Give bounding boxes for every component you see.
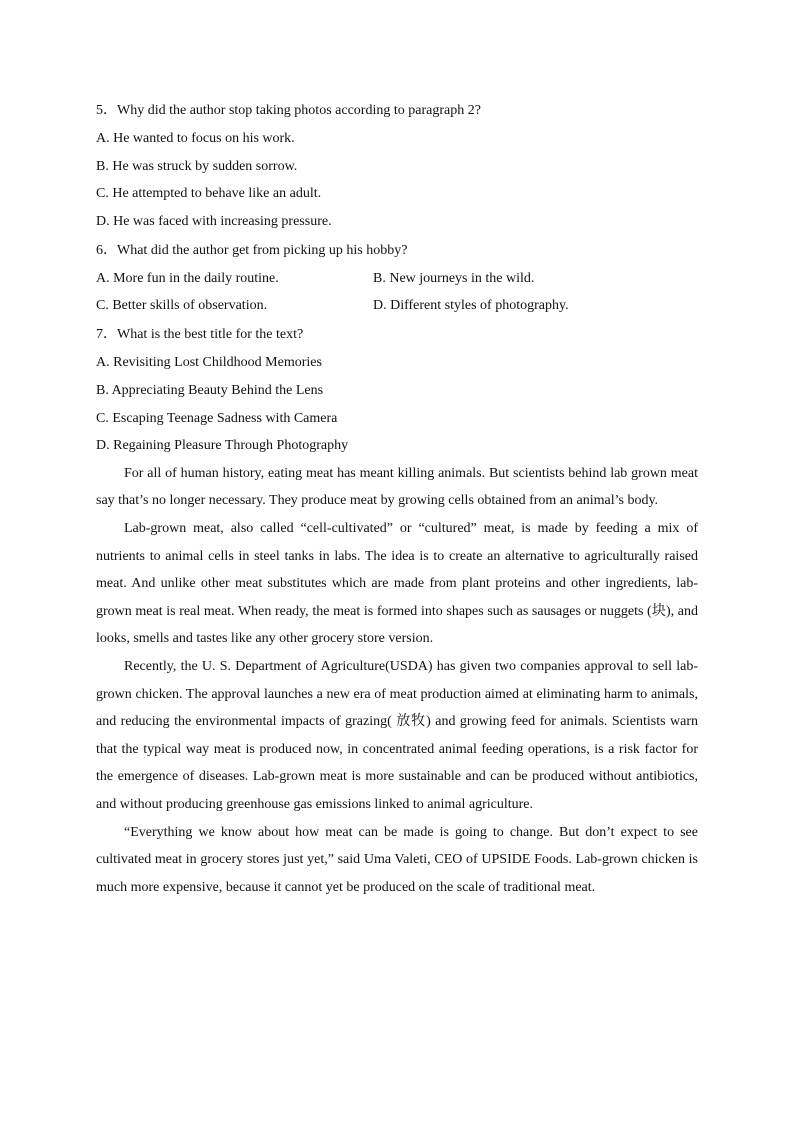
question-stem: 6．What did the author get from picking up his hobby? bbox=[96, 242, 408, 258]
option-c: C. Better skills of observation. bbox=[96, 298, 268, 314]
option-b: B. Appreciating Beauty Behind the Lens bbox=[96, 382, 324, 398]
option-c: C. He attempted to behave like an adult. bbox=[96, 186, 322, 202]
option-d: D. Regaining Pleasure Through Photography bbox=[96, 438, 349, 454]
option-row bbox=[96, 265, 698, 293]
option-b: B. New journeys in the wild. bbox=[373, 270, 535, 286]
option-a: A. He wanted to focus on his work. bbox=[96, 131, 295, 146]
option-d: D. He was faced with increasing pressure. bbox=[96, 214, 332, 230]
question-6 bbox=[96, 236, 698, 320]
question-stem: 5．Why did the author stop taking photos according to paragraph 2? bbox=[96, 103, 481, 118]
question-5 bbox=[96, 96, 698, 236]
option-a: A. More fun in the daily routine. bbox=[96, 270, 279, 286]
page-content bbox=[96, 96, 698, 901]
passage-paragraph-2: Lab-grown meat, also called “cell-cultivated” or “cultured” meat, is made by feeding a mix of nutrients to animal cells in steel tanks in labs. The idea is to create an alternative to agriculturally raised meat. And unlike other meat substitutes which are made from plant proteins and other ingredients, lab-grown meat is real meat. When ready, the meat is formed into shapes such as sausages or nuggets (块), and looks, smells and tastes like any other grocery store version. bbox=[96, 521, 698, 647]
option-c: C. Escaping Teenage Sadness with Camera bbox=[96, 410, 338, 426]
option-b: B. He was struck by sudden sorrow. bbox=[96, 158, 298, 174]
option-a: A. Revisiting Lost Childhood Memories bbox=[96, 355, 322, 371]
passage-paragraph-1: For all of human history, eating meat has meant killing animals. But scientists behind lab grown meat say that’s no longer necessary. They produce meat by growing cells obtained from an animal’s body. bbox=[96, 465, 698, 509]
question-stem: 7．What is the best title for the text? bbox=[96, 327, 304, 343]
passage-paragraph-3: Recently, the U. S. Department of Agriculture(USDA) has given two companies approval to sell lab-grown chicken. The approval launches a new era of meat production aimed at eliminating harm to animals, and reducing the environmental impacts of grazing( 放牧) and growing feed for animals. Scientists warn that the typical way meat is produced now, in concentrated animal feeding operations, is a risk factor for the emergence of diseases. Lab-grown meat is more sustainable and can be produced without antibiotics, and without producing greenhouse gas emissions linked to animal agriculture. bbox=[96, 659, 698, 812]
question-7 bbox=[96, 320, 698, 460]
reading-passage bbox=[96, 460, 698, 902]
option-d: D. Different styles of photography. bbox=[373, 298, 569, 314]
passage-paragraph-4: “Everything we know about how meat can be made is going to change. But don’t expect to see cultivated meat in grocery stores just yet,” said Uma Valeti, CEO of UPSIDE Foods. Lab-grown chicken is much more expensive, because it cannot yet be produced on the scale of traditional meat. bbox=[96, 824, 698, 895]
option-row bbox=[96, 292, 698, 320]
